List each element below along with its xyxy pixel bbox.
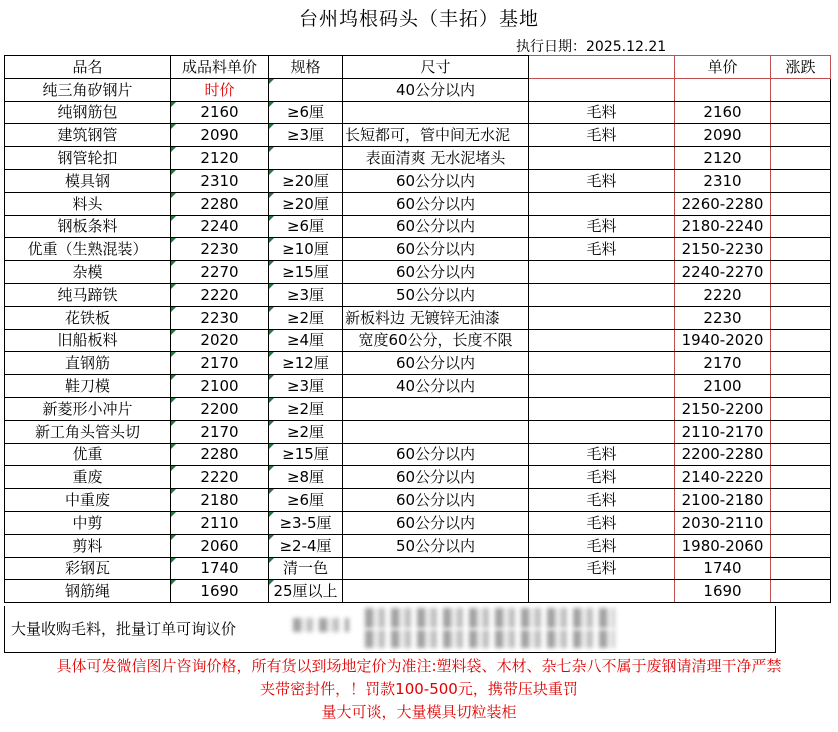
footer-notice (4, 655, 834, 724)
row-size: 长短都可，管中间无水泥 (343, 124, 529, 147)
row-name: 中重废 (5, 489, 171, 512)
row-raw: 毛料 (529, 215, 675, 238)
page-title: 台州坞根码头（丰拓）基地 (298, 8, 539, 30)
row-raw-price: 2160 (675, 101, 771, 124)
row-price: 2220 (171, 283, 269, 306)
table-row (5, 580, 831, 603)
row-trend (771, 78, 831, 101)
table-row (5, 215, 831, 238)
row-name: 鞋刀模 (5, 375, 171, 398)
row-spec: ≥2厘 (269, 306, 343, 329)
row-size (343, 557, 529, 580)
row-raw: 毛料 (529, 534, 675, 557)
row-name: 杂模 (5, 261, 171, 284)
row-name: 彩钢瓦 (5, 557, 171, 580)
row-trend (771, 306, 831, 329)
table-row (5, 124, 831, 147)
header-raw-price: 单价 (675, 56, 771, 79)
header-blank (529, 56, 675, 79)
row-trend (771, 580, 831, 603)
row-price: 2240 (171, 215, 269, 238)
row-trend (771, 124, 831, 147)
row-raw-price: 2150-2200 (675, 397, 771, 420)
table-row (5, 147, 831, 170)
row-size: 60公分以内 (343, 238, 529, 261)
row-size (343, 420, 529, 443)
table-row (5, 306, 831, 329)
row-raw-price: 2170 (675, 352, 771, 375)
footer-line-1: 具体可发微信图片咨询价格，所有货以到场地定价为准注:塑料袋、木材、杂七杂八不属于废钢请清理干净严禁 (56, 657, 782, 675)
row-raw (529, 78, 675, 101)
row-spec (269, 147, 343, 170)
row-raw-price: 2150-2230 (675, 238, 771, 261)
table-row (5, 329, 831, 352)
row-spec: 25厘以上 (269, 580, 343, 603)
row-price: 2270 (171, 261, 269, 284)
row-trend (771, 352, 831, 375)
row-size (343, 101, 529, 124)
row-trend (771, 534, 831, 557)
table-row (5, 466, 831, 489)
header-row (5, 56, 831, 79)
table-row (5, 283, 831, 306)
row-raw (529, 397, 675, 420)
table-row (5, 375, 831, 398)
row-size: 50公分以内 (343, 534, 529, 557)
row-name: 中剪 (5, 511, 171, 534)
row-price: 2280 (171, 192, 269, 215)
row-name: 料头 (5, 192, 171, 215)
row-raw (529, 580, 675, 603)
row-raw (529, 375, 675, 398)
row-price: 2100 (171, 375, 269, 398)
row-raw-price: 2110-2170 (675, 420, 771, 443)
row-trend (771, 511, 831, 534)
row-raw-price: 1980-2060 (675, 534, 771, 557)
row-trend (771, 238, 831, 261)
row-price: 2160 (171, 101, 269, 124)
header-price: 成品料单价 (171, 56, 269, 79)
row-price: 2310 (171, 169, 269, 192)
row-price: 2120 (171, 147, 269, 170)
header-spec: 规格 (269, 56, 343, 79)
row-name: 新菱形小冲片 (5, 397, 171, 420)
row-price: 2220 (171, 466, 269, 489)
row-price: 时价 (171, 78, 269, 101)
row-price: 2110 (171, 511, 269, 534)
execution-date: 执行日期：2025.12.21 (516, 39, 667, 55)
row-size: 60公分以内 (343, 443, 529, 466)
header-name: 品名 (5, 56, 171, 79)
row-spec: ≥2厘 (269, 397, 343, 420)
redacted-contact (293, 618, 349, 632)
row-trend (771, 443, 831, 466)
row-name: 钢筋绳 (5, 580, 171, 603)
footer-line-2: 夹带密封件，！罚款100-500元，携带压块重罚 (260, 680, 578, 698)
row-raw: 毛料 (529, 101, 675, 124)
table-row (5, 489, 831, 512)
row-raw (529, 352, 675, 375)
row-size: 60公分以内 (343, 215, 529, 238)
row-raw: 毛料 (529, 169, 675, 192)
row-raw-price: 2220 (675, 283, 771, 306)
table-row (5, 238, 831, 261)
row-name: 直钢筋 (5, 352, 171, 375)
row-size: 40公分以内 (343, 78, 529, 101)
row-raw-price: 2100-2180 (675, 489, 771, 512)
row-price: 2230 (171, 238, 269, 261)
row-price: 2060 (171, 534, 269, 557)
row-raw: 毛料 (529, 466, 675, 489)
row-raw-price: 2240-2270 (675, 261, 771, 284)
row-name: 花铁板 (5, 306, 171, 329)
row-raw (529, 261, 675, 284)
row-size (343, 580, 529, 603)
row-name: 优重 (5, 443, 171, 466)
footer-line-3: 量大可谈，大量模具切粒装柜 (321, 703, 517, 721)
row-spec (269, 78, 343, 101)
row-raw: 毛料 (529, 557, 675, 580)
row-price: 2090 (171, 124, 269, 147)
row-raw (529, 306, 675, 329)
row-raw (529, 283, 675, 306)
row-raw-price: 2030-2110 (675, 511, 771, 534)
row-size: 新板料边 无镀锌无油漆 (343, 306, 529, 329)
row-spec: ≥2厘 (269, 420, 343, 443)
row-raw: 毛料 (529, 124, 675, 147)
row-raw (529, 420, 675, 443)
row-name: 剪料 (5, 534, 171, 557)
row-spec: ≥3厘 (269, 375, 343, 398)
table-row (5, 420, 831, 443)
row-trend (771, 466, 831, 489)
price-table (4, 55, 831, 603)
row-raw: 毛料 (529, 238, 675, 261)
row-spec: ≥15厘 (269, 443, 343, 466)
row-name: 新工角头管头切 (5, 420, 171, 443)
row-spec: 清一色 (269, 557, 343, 580)
row-raw-price: 1740 (675, 557, 771, 580)
row-size: 60公分以内 (343, 466, 529, 489)
table-row (5, 397, 831, 420)
row-size: 60公分以内 (343, 261, 529, 284)
row-size: 宽度60公分，长度不限 (343, 329, 529, 352)
row-trend (771, 169, 831, 192)
row-name: 优重（生熟混装） (5, 238, 171, 261)
row-trend (771, 215, 831, 238)
row-trend (771, 192, 831, 215)
row-price: 2200 (171, 397, 269, 420)
row-size: 60公分以内 (343, 511, 529, 534)
row-spec: ≥6厘 (269, 489, 343, 512)
table-row (5, 78, 831, 101)
row-raw (529, 147, 675, 170)
row-spec: ≥12厘 (269, 352, 343, 375)
row-price: 2170 (171, 352, 269, 375)
row-raw (529, 329, 675, 352)
row-spec: ≥4厘 (269, 329, 343, 352)
row-size (343, 397, 529, 420)
row-raw-price: 2310 (675, 169, 771, 192)
row-name: 纯三角矽钢片 (5, 78, 171, 101)
row-spec: ≥8厘 (269, 466, 343, 489)
row-name: 钢管轮扣 (5, 147, 171, 170)
table-row (5, 101, 831, 124)
row-raw-price: 2180-2240 (675, 215, 771, 238)
redacted-contact-3 (365, 630, 615, 648)
row-size: 40公分以内 (343, 375, 529, 398)
row-spec: ≥20厘 (269, 192, 343, 215)
table-row (5, 169, 831, 192)
row-size: 60公分以内 (343, 352, 529, 375)
row-price: 2170 (171, 420, 269, 443)
row-spec: ≥3厘 (269, 283, 343, 306)
table-row (5, 443, 831, 466)
row-name: 纯钢筋包 (5, 101, 171, 124)
row-trend (771, 420, 831, 443)
row-raw-price: 1940-2020 (675, 329, 771, 352)
row-name: 钢板条料 (5, 215, 171, 238)
row-raw: 毛料 (529, 489, 675, 512)
row-name: 旧船板料 (5, 329, 171, 352)
table-row (5, 557, 831, 580)
row-trend (771, 375, 831, 398)
row-raw-price: 1690 (675, 580, 771, 603)
table-row (5, 352, 831, 375)
row-raw (529, 192, 675, 215)
row-raw-price: 2200-2280 (675, 443, 771, 466)
table-row (5, 192, 831, 215)
row-spec: ≥20厘 (269, 169, 343, 192)
row-spec: ≥6厘 (269, 215, 343, 238)
row-trend (771, 489, 831, 512)
row-trend (771, 397, 831, 420)
row-spec: ≥10厘 (269, 238, 343, 261)
row-size: 60公分以内 (343, 489, 529, 512)
table-row (5, 511, 831, 534)
row-name: 纯马蹄铁 (5, 283, 171, 306)
row-raw-price: 2100 (675, 375, 771, 398)
redacted-contact-2 (365, 608, 615, 628)
row-raw-price (675, 78, 771, 101)
row-raw: 毛料 (529, 443, 675, 466)
row-spec: ≥6厘 (269, 101, 343, 124)
row-name: 模具钢 (5, 169, 171, 192)
row-name: 重废 (5, 466, 171, 489)
row-raw-price: 2230 (675, 306, 771, 329)
row-price: 1740 (171, 557, 269, 580)
row-price: 1690 (171, 580, 269, 603)
row-spec: ≥3厘 (269, 124, 343, 147)
row-spec: ≥15厘 (269, 261, 343, 284)
row-price: 2230 (171, 306, 269, 329)
row-trend (771, 147, 831, 170)
row-raw-price: 2140-2220 (675, 466, 771, 489)
row-raw-price: 2260-2280 (675, 192, 771, 215)
row-trend (771, 557, 831, 580)
row-trend (771, 101, 831, 124)
row-raw-price: 2090 (675, 124, 771, 147)
bulk-note-row (4, 606, 776, 653)
row-spec: ≥3-5厘 (269, 511, 343, 534)
row-price: 2020 (171, 329, 269, 352)
header-size: 尺寸 (343, 56, 529, 79)
row-name: 建筑钢管 (5, 124, 171, 147)
row-trend (771, 261, 831, 284)
row-raw: 毛料 (529, 511, 675, 534)
row-size: 60公分以内 (343, 192, 529, 215)
table-row (5, 534, 831, 557)
row-trend (771, 329, 831, 352)
row-size: 50公分以内 (343, 283, 529, 306)
row-price: 2180 (171, 489, 269, 512)
bulk-note: 大量收购毛料，批量订单可询议价 (11, 620, 237, 638)
row-price: 2280 (171, 443, 269, 466)
row-raw-price: 2120 (675, 147, 771, 170)
row-size: 60公分以内 (343, 169, 529, 192)
table-row (5, 261, 831, 284)
row-trend (771, 283, 831, 306)
row-spec: ≥2-4厘 (269, 534, 343, 557)
row-size: 表面清爽 无水泥堵头 (343, 147, 529, 170)
header-trend: 涨跌 (771, 56, 831, 79)
